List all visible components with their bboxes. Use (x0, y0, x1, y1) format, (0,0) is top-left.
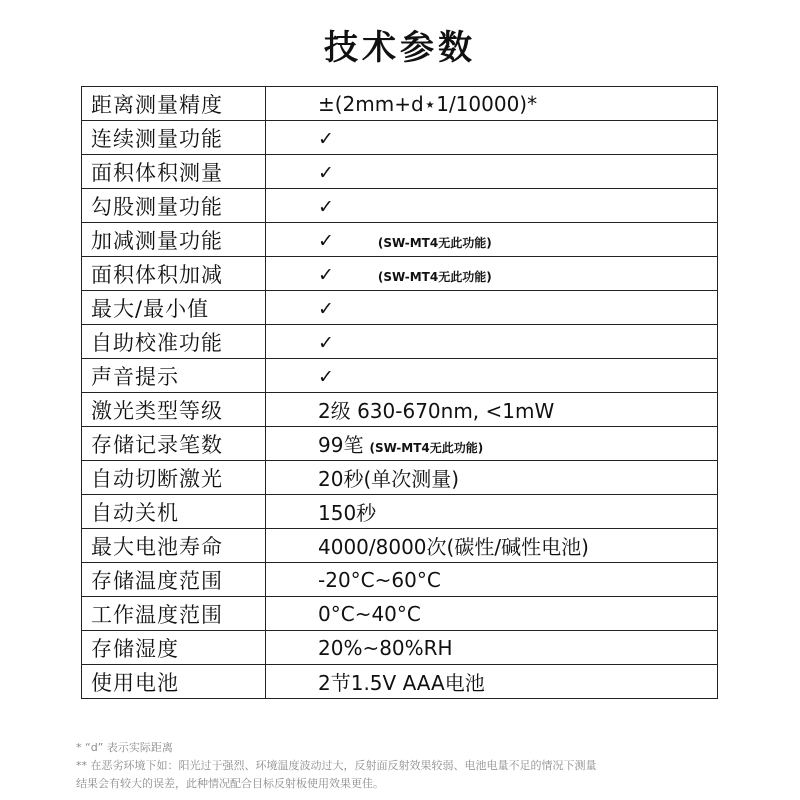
spec-value: 2级 630-670nm, <1mW (318, 399, 555, 423)
spec-row (82, 495, 718, 529)
spec-value-cell (266, 461, 718, 495)
spec-label: 最大电池寿命 (82, 529, 266, 563)
spec-value: -20°C~60°C (318, 567, 441, 592)
spec-value: ±(2mm+d⋆1/10000)* (318, 91, 538, 116)
spec-label: 工作温度范围 (82, 597, 266, 631)
spec-row (82, 359, 718, 393)
spec-label: 最大/最小值 (82, 291, 266, 325)
footnote-d-definition: * “d” 表示实际距离 (76, 741, 173, 754)
spec-value-cell (266, 393, 718, 427)
spec-label: 存储记录笔数 (82, 427, 266, 461)
spec-value-cell (266, 223, 718, 257)
spec-value: 0°C~40°C (318, 601, 421, 626)
check-icon: ✓ (318, 229, 334, 252)
spec-value: 20%~80%RH (318, 635, 453, 660)
spec-row (82, 325, 718, 359)
spec-value: 4000/8000次(碳性/碱性电池) (318, 535, 589, 559)
check-icon: ✓ (318, 195, 334, 218)
spec-row (82, 665, 718, 699)
spec-label: 面积体积加减 (82, 257, 266, 291)
spec-label: 自动切断激光 (82, 461, 266, 495)
spec-row (82, 291, 718, 325)
spec-table (81, 86, 718, 699)
spec-value-cell (266, 291, 718, 325)
spec-row (82, 427, 718, 461)
spec-value-cell (266, 427, 718, 461)
spec-label: 自动关机 (82, 495, 266, 529)
spec-label: 连续测量功能 (82, 121, 266, 155)
check-icon: ✓ (318, 331, 334, 354)
spec-label: 距离测量精度 (82, 87, 266, 121)
footnote-harsh-environment: ** 在恶劣环境下如：阳光过于强烈、环境温度波动过大，反射面反射效果较弱、电池电量不足的情况下测量 (76, 759, 597, 772)
spec-value: 150秒 (318, 501, 377, 525)
spec-value-cell (266, 631, 718, 665)
spec-value-cell (266, 529, 718, 563)
spec-label: 存储湿度 (82, 631, 266, 665)
spec-label: 自助校准功能 (82, 325, 266, 359)
spec-value: 20秒(单次测量) (318, 467, 460, 491)
spec-row (82, 631, 718, 665)
spec-row (82, 155, 718, 189)
spec-value-cell (266, 359, 718, 393)
spec-table-body (82, 87, 718, 699)
spec-row (82, 189, 718, 223)
spec-note: (SW-MT4无此功能) (377, 235, 492, 250)
footnote-harsh-environment-cont: 结果会有较大的误差，此种情况配合目标反射板使用效果更佳。 (76, 777, 384, 790)
spec-row (82, 529, 718, 563)
spec-value-cell (266, 87, 718, 121)
check-icon: ✓ (318, 127, 334, 150)
spec-value-cell (266, 121, 718, 155)
spec-note: (SW-MT4无此功能) (377, 269, 492, 284)
spec-label: 存储温度范围 (82, 563, 266, 597)
spec-value-cell (266, 325, 718, 359)
spec-row (82, 257, 718, 291)
spec-label: 面积体积测量 (82, 155, 266, 189)
spec-row (82, 121, 718, 155)
check-icon: ✓ (318, 365, 334, 388)
page-title: 技术参数 (324, 28, 476, 68)
spec-value-cell (266, 665, 718, 699)
spec-value-cell (266, 257, 718, 291)
spec-row (82, 87, 718, 121)
spec-value-cell (266, 597, 718, 631)
spec-row (82, 393, 718, 427)
check-icon: ✓ (318, 263, 334, 286)
spec-label: 声音提示 (82, 359, 266, 393)
spec-value: 2节1.5V AAA电池 (318, 671, 485, 695)
check-icon: ✓ (318, 161, 334, 184)
spec-label: 使用电池 (82, 665, 266, 699)
spec-row (82, 223, 718, 257)
spec-row (82, 461, 718, 495)
spec-row (82, 563, 718, 597)
spec-label: 激光类型等级 (82, 393, 266, 427)
spec-note: (SW-MT4无此功能) (369, 441, 484, 455)
spec-value: 99笔 (318, 433, 364, 457)
spec-value-cell (266, 563, 718, 597)
footnotes (76, 739, 726, 793)
check-icon: ✓ (318, 297, 334, 320)
spec-label: 勾股测量功能 (82, 189, 266, 223)
spec-row (82, 597, 718, 631)
spec-value-cell (266, 495, 718, 529)
spec-value-cell (266, 155, 718, 189)
spec-value-cell (266, 189, 718, 223)
spec-label: 加减测量功能 (82, 223, 266, 257)
